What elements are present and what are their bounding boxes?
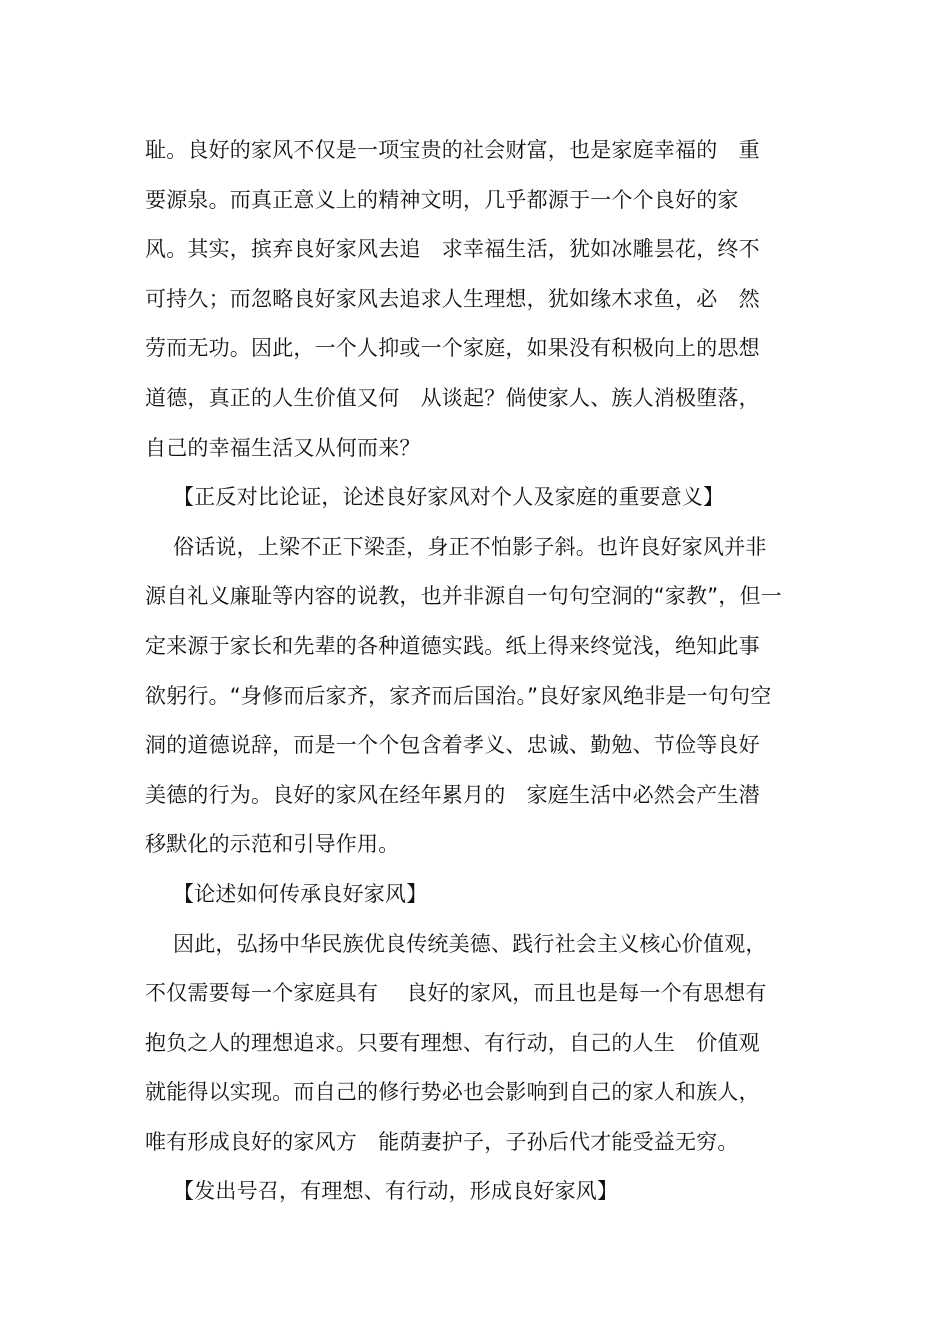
text-line: 风。其实，摈弃良好家风去追 求幸福生活，犹如冰雕昙花，终不 [145, 237, 760, 262]
text-line: 可持久；而忽略良好家风去追求人生理想，犹如缘木求鱼，必 然 [145, 286, 760, 311]
text-line: 移默化的示范和引导作用。 [145, 832, 400, 857]
text-line: 不仅需要每一个家庭具有 良好的家风，而且也是每一个有思想有 [145, 981, 767, 1006]
text-line: 因此，弘扬中华民族优良传统美德、践行社会主义核心价值观， [173, 931, 767, 956]
text-line: 耻。良好的家风不仅是一项宝贵的社会财富，也是家庭幸福的 重 [145, 138, 760, 162]
text-line: 欲躬行。“身修而后家齐，家齐而后国治。”良好家风绝非是一句句空 [145, 683, 772, 708]
section-annotation: 【发出号召，有理想、有行动，形成良好家风】 [173, 1179, 619, 1204]
section-annotation: 【正反对比论证，论述良好家风对个人及家庭的重要意义】 [173, 485, 725, 510]
section-annotation: 【论述如何传承良好家风】 [173, 881, 428, 906]
text-line: 劳而无功。因此，一个人抑或一个家庭，如果没有积极向上的思想 [145, 336, 760, 361]
text-line: 唯有形成良好的家风方 能荫妻护子，子孙后代才能受益无穷。 [145, 1129, 739, 1154]
body-text [145, 126, 810, 1217]
text-line: 道德，真正的人生价值又何 从谈起？倘使家人、族人消极堕落， [145, 385, 760, 410]
text-line: 抱负之人的理想追求。只要有理想、有行动，自己的人生 价值观 [145, 1030, 760, 1055]
text-line: 就能得以实现。而自己的修行势必也会影响到自己的家人和族人， [145, 1080, 760, 1105]
text-line: 俗话说，上梁不正下梁歪，身正不怕影子斜。也许良好家风并非 [173, 534, 767, 559]
text-line: 要源泉。而真正意义上的精神文明，几乎都源于一个个良好的家 [145, 187, 739, 212]
text-line: 美德的行为。良好的家风在经年累月的 家庭生活中必然会产生潜 [145, 782, 760, 807]
text-line: 自己的幸福生活又从何而来？ [145, 435, 421, 460]
text-line: 源自礼义廉耻等内容的说教，也并非源自一句句空洞的“家教”，但一 [145, 584, 782, 609]
text-line: 洞的道德说辞，而是一个个包含着孝义、忠诚、勤勉、节俭等良好 [145, 733, 760, 758]
text-line: 定来源于家长和先辈的各种道德实践。纸上得来终觉浅，绝知此事 [145, 633, 760, 658]
